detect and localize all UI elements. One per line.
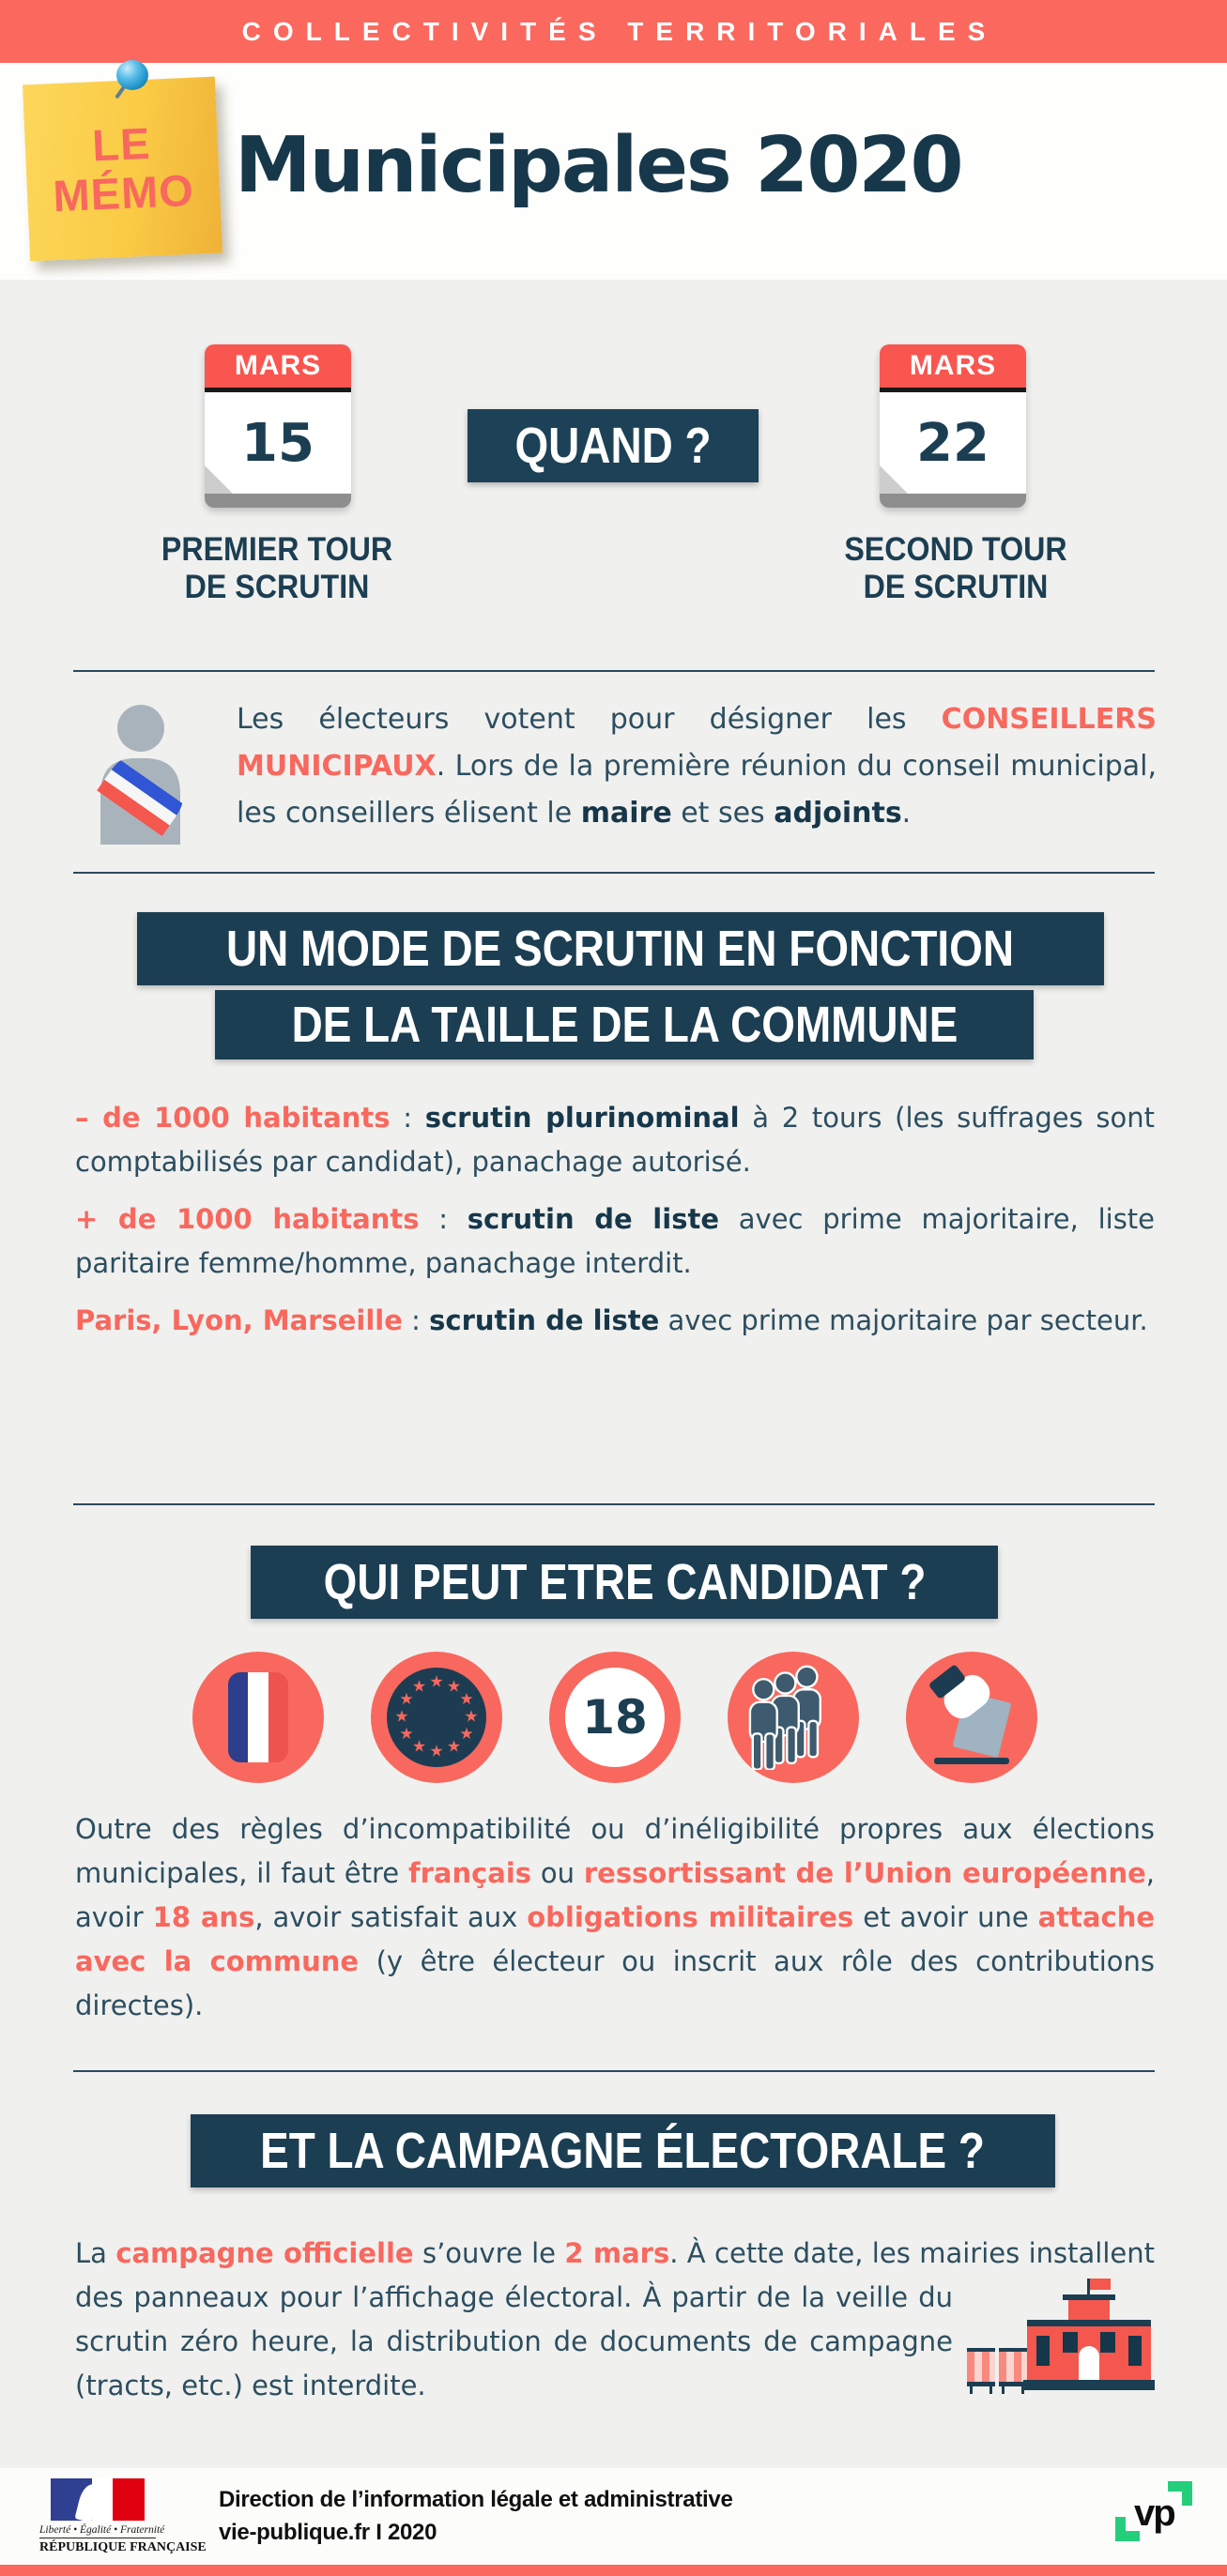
campaign-block [75,2232,1155,2408]
republique-francaise-logo [39,2478,207,2555]
second-round-label: SECOND TOUR DE SCRUTIN [844,531,1067,605]
billboard-icon [967,2348,995,2391]
page-fold [205,465,233,494]
electors-paragraph: Les électeurs votent pour désigner les CONSEILLERS MUNICIPAUX. Lors de la première réunion du conseil municipal, les conseillers élisent le maire et ses adjoints. [237,703,1157,830]
memo-label-line2: MÉMO [52,164,195,221]
ballot-vote-icon [906,1652,1037,1783]
mode-banner-line2: DE LA TAILLE DE LA COMMUNE [215,990,1034,1059]
age-18-icon [549,1652,681,1783]
divider [73,1503,1155,1505]
french-republic-flag [51,2478,145,2521]
french-flag-icon [192,1652,324,1783]
mode-banner-line1: UN MODE DE SCRUTIN EN FONCTION [137,912,1104,985]
vp-logo-text: vp [1134,2492,1174,2534]
citizens-icon [728,1652,859,1783]
town-hall-icon [967,2279,1155,2399]
mode-item-over-1000: + de 1000 habitants : scrutin de liste avec prime majoritaire, liste paritaire femme/homme, panachage interdit. [75,1203,1156,1279]
page-fold [880,465,908,494]
memo-sticky-note [23,77,222,262]
campaign-banner: ET LA CAMPAGNE ÉLECTORALE ? [191,2114,1055,2187]
calendar-day: 22 [916,412,989,474]
divider [73,670,1155,672]
age-badge: 18 [565,1668,665,1767]
memo-label-line1: LE [91,117,152,171]
kicker-text: COLLECTIVITÉS TERRITORIALES [241,16,998,46]
footer-line1: Direction de l’information légale et administrative [219,2487,733,2512]
mode-items [75,1096,1155,1356]
first-round-label: PREMIER TOUR DE SCRUTIN [161,531,393,605]
push-pin-icon [111,60,148,101]
page-title: Municipales 2020 [235,121,962,210]
eu-flag-icon: ★ ★ ★ ★ ★ ★ ★ ★ ★ ★ ★ ★ [371,1652,502,1783]
calendar-day: 15 [241,412,314,474]
rf-motto: Liberté • Égalité • Fraternité [39,2524,156,2538]
vie-publique-logo [1113,2479,1194,2545]
candidate-paragraph: Outre des règles d’incompatibilité ou d’inéligibilité propres aux élections municipales, il faut être français ou ressortissant de l’Union européenne, avoir 18 ans, avoir satisfait aux obligations militaires et avoir une attache avec la commune (y être électeur ou inscrit aux rôle des contributions directes). [75,1813,1156,2021]
calendar-second-round [880,344,1026,508]
calendar-first-round [205,344,351,508]
quand-text: QUAND ? [514,418,712,474]
candidate-banner: QUI PEUT ETRE CANDIDAT ? [251,1546,998,1619]
candidate-icons-row [192,1652,1037,1783]
bottom-strip [0,2565,1227,2576]
footer-text [219,2483,733,2549]
mode-item-under-1000: – de 1000 habitants : scrutin plurinominal à 2 tours (les suffrages sont comptabilisés par candidat), panachage autorisé. [75,1102,1155,1178]
divider [73,2070,1155,2072]
kicker-bar [0,0,1227,63]
mayor-sash-icon [91,704,190,845]
calendar-month: MARS [880,344,1026,388]
flag-icon [1090,2279,1111,2290]
footer-line2: vie-publique.fr I 2020 [219,2520,437,2545]
mode-item-paris-lyon-marseille: Paris, Lyon, Marseille : scrutin de liste avec prime majoritaire par secteur. [75,1304,1148,1336]
campaign-paragraph: La campagne officielle s’ouvre le 2 mars. À cette date, les mairies installent des panneaux pour l’affichage électoral. À partir de la veille du scrutin zéro heure, la distribution de documents de campagne (tracts, etc.) est interdite. [75,2237,1155,2401]
quand-badge [468,409,759,482]
rf-name: RÉPUBLIQUE FRANÇAISE [39,2540,207,2554]
divider [73,872,1155,874]
calendar-month: MARS [205,344,351,388]
